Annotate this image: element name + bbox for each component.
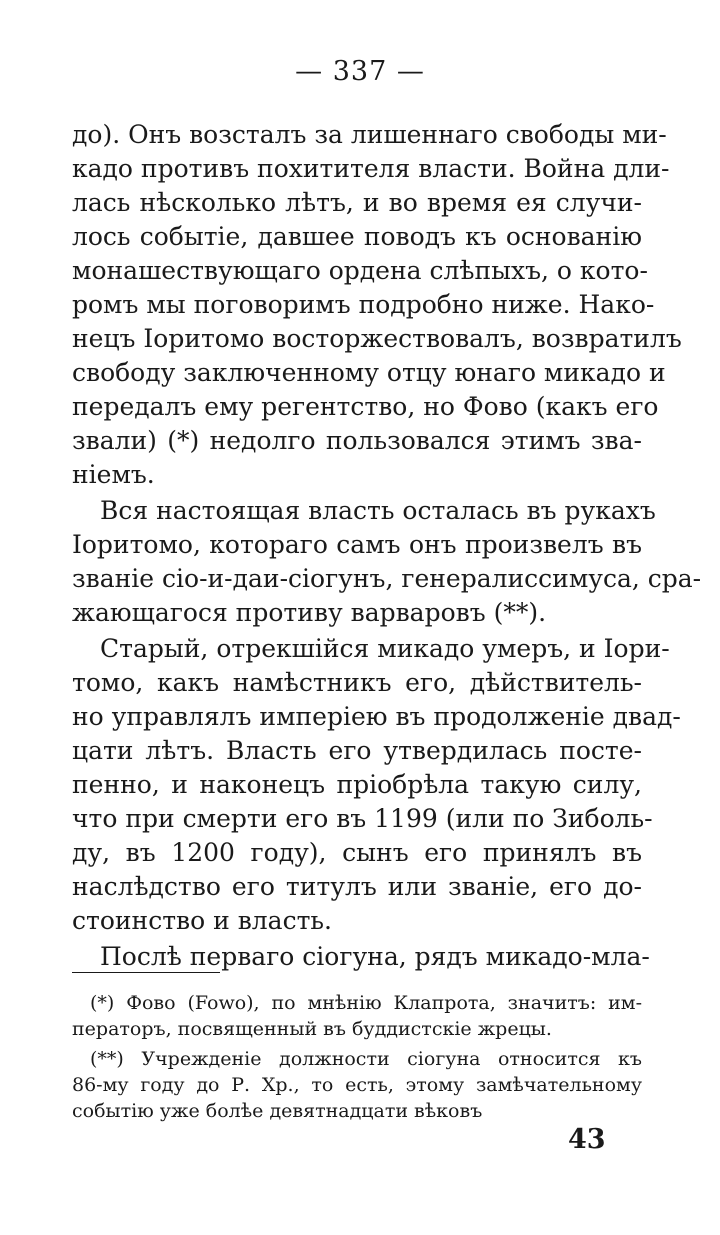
text-line: Послѣ перваго сіогуна, рядъ микадо-мла- <box>100 942 650 971</box>
footnote-line: (*) Фово (Fowo), по мнѣнію Клапрота, значитъ: им- <box>90 992 642 1014</box>
text-line: до). Онъ возсталъ за лишеннаго свободы ми- <box>72 120 667 149</box>
footnote-line: (**) Учрежденіе должности сіогуна относится къ <box>90 1048 642 1070</box>
text-line: ромъ мы поговоримъ подробно ниже. Нако- <box>72 290 655 319</box>
text-line: жающагося противу варваровъ (**). <box>72 598 547 627</box>
text-line: что при смерти его въ 1199 (или по Зиболь- <box>72 804 653 833</box>
text-line: наслѣдство его титулъ или званіе, его до- <box>72 872 642 901</box>
text-line: стоинство и власть. <box>72 906 332 935</box>
text-line: Іоритомо, котораго самъ онъ произвелъ въ <box>72 530 642 559</box>
footnote-line: 86-му году до Р. Хр., то есть, этому замѣчательному <box>72 1074 642 1096</box>
signature-mark: 43 <box>568 1124 606 1155</box>
text-line: Старый, отрекшійся микадо умеръ, и Іори- <box>100 634 670 663</box>
footnote-divider <box>72 972 220 973</box>
text-line: ду, въ 1200 году), сынъ его принялъ въ <box>72 838 642 867</box>
text-line: но управлялъ имперіею въ продолженіе двад- <box>72 702 681 731</box>
text-line: передалъ ему регентство, но Фово (какъ его <box>72 392 659 421</box>
text-line: ніемъ. <box>72 460 155 489</box>
footnote-line: ператоръ, посвященный въ буддистскіе жрецы. <box>72 1018 552 1040</box>
text-line: нецъ Іоритомо восторжествовалъ, возвратилъ <box>72 324 682 353</box>
text-line: цати лѣтъ. Власть его утвердилась посте- <box>72 736 642 765</box>
text-line: лась нѣсколько лѣтъ, и во время ея случи- <box>72 188 642 217</box>
text-line: томо, какъ намѣстникъ его, дѣйствитель- <box>72 668 642 697</box>
text-line: звали) (*) недолго пользовался этимъ зва- <box>72 426 642 455</box>
text-line: монашествующаго ордена слѣпыхъ, о кото- <box>72 256 648 285</box>
page-number: — 337 — <box>295 56 425 87</box>
text-line: лось событіе, давшее поводъ къ основанію <box>72 222 642 251</box>
footnote-line: событію уже болѣе девятнадцати вѣковъ <box>72 1100 483 1122</box>
text-line: пенно, и наконецъ пріобрѣла такую силу, <box>72 770 642 799</box>
text-line: кадо противъ похитителя власти. Война дли- <box>72 154 670 183</box>
text-line: Вся настоящая власть осталась въ рукахъ <box>100 496 656 525</box>
text-line: свободу заключенному отцу юнаго микадо и <box>72 358 666 387</box>
text-line: званіе сіо-и-даи-сіогунъ, генералиссимуса, сра- <box>72 564 702 593</box>
